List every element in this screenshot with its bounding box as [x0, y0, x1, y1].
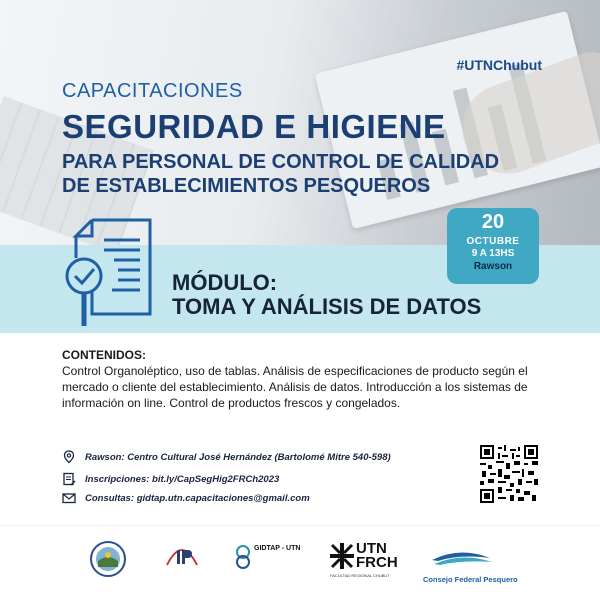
registration-info: [62, 472, 279, 486]
badge-day: 20: [481, 211, 505, 233]
qr-code-icon[interactable]: [480, 445, 538, 503]
gidtap-logo: [234, 545, 252, 569]
cfp-name: Consejo Federal Pesquero: [423, 575, 518, 584]
utn-line-1: UTN: [356, 540, 387, 557]
module-label: MÓDULO:: [172, 270, 278, 295]
kicker: CAPACITACIONES: [62, 80, 243, 102]
subtitle-line-1: PARA PERSONAL DE CONTROL DE CALIDAD: [62, 151, 500, 173]
envelope-icon: [62, 491, 76, 505]
utn-logo-mark: [330, 543, 354, 569]
hashtag: #UTNChubut: [456, 57, 542, 73]
module-name: TOMA Y ANÁLISIS DE DATOS: [172, 294, 482, 319]
gidtap-title: GIDTAP - UTN: [254, 545, 301, 552]
subtitle-line-2: DE ESTABLECIMIENTOS PESQUEROS: [62, 175, 431, 197]
utn-line-2: FRCH: [356, 554, 398, 571]
form-icon: [62, 472, 76, 486]
location-info: [62, 450, 391, 464]
page-title: SEGURIDAD E HIGIENE: [62, 108, 446, 145]
contents-body: Control Organoléptico, uso de tablas. Análisis de especificaciones de producto según el mercado o cliente del establecimiento. Análisis de datos. Introducción a los sistemas de información on line. Control de productos frescos y congelados.: [62, 364, 528, 410]
location-text: Rawson: Centro Cultural José Hernández (Bartolomé Mitre 540-598): [85, 451, 391, 463]
cfp-fish-logo: [430, 548, 496, 572]
contents-heading: CONTENIDOS:: [62, 348, 146, 362]
subtitle: [62, 150, 499, 198]
contact-email[interactable]: Consultas: gidtap.utn.capacitaciones@gmail.com: [85, 492, 310, 504]
badge-time: 9 A 13HS: [471, 248, 515, 259]
province-seal-logo: [90, 541, 126, 577]
badge-month: OCTUBRE: [466, 236, 520, 247]
badge-place: Rawson: [473, 261, 513, 272]
utn-logo-text: [356, 542, 398, 570]
date-badge: [447, 208, 539, 284]
location-pin-icon: [62, 450, 76, 464]
registration-link[interactable]: Inscripciones: bit.ly/CapSegHig2FRCh2023: [85, 473, 280, 485]
ip-institute-logo: [163, 541, 201, 571]
contact-info: [62, 491, 310, 505]
document-magnifier-icon: [62, 214, 162, 334]
utn-subtitle: FACULTAD REGIONAL CHUBUT: [330, 573, 390, 578]
